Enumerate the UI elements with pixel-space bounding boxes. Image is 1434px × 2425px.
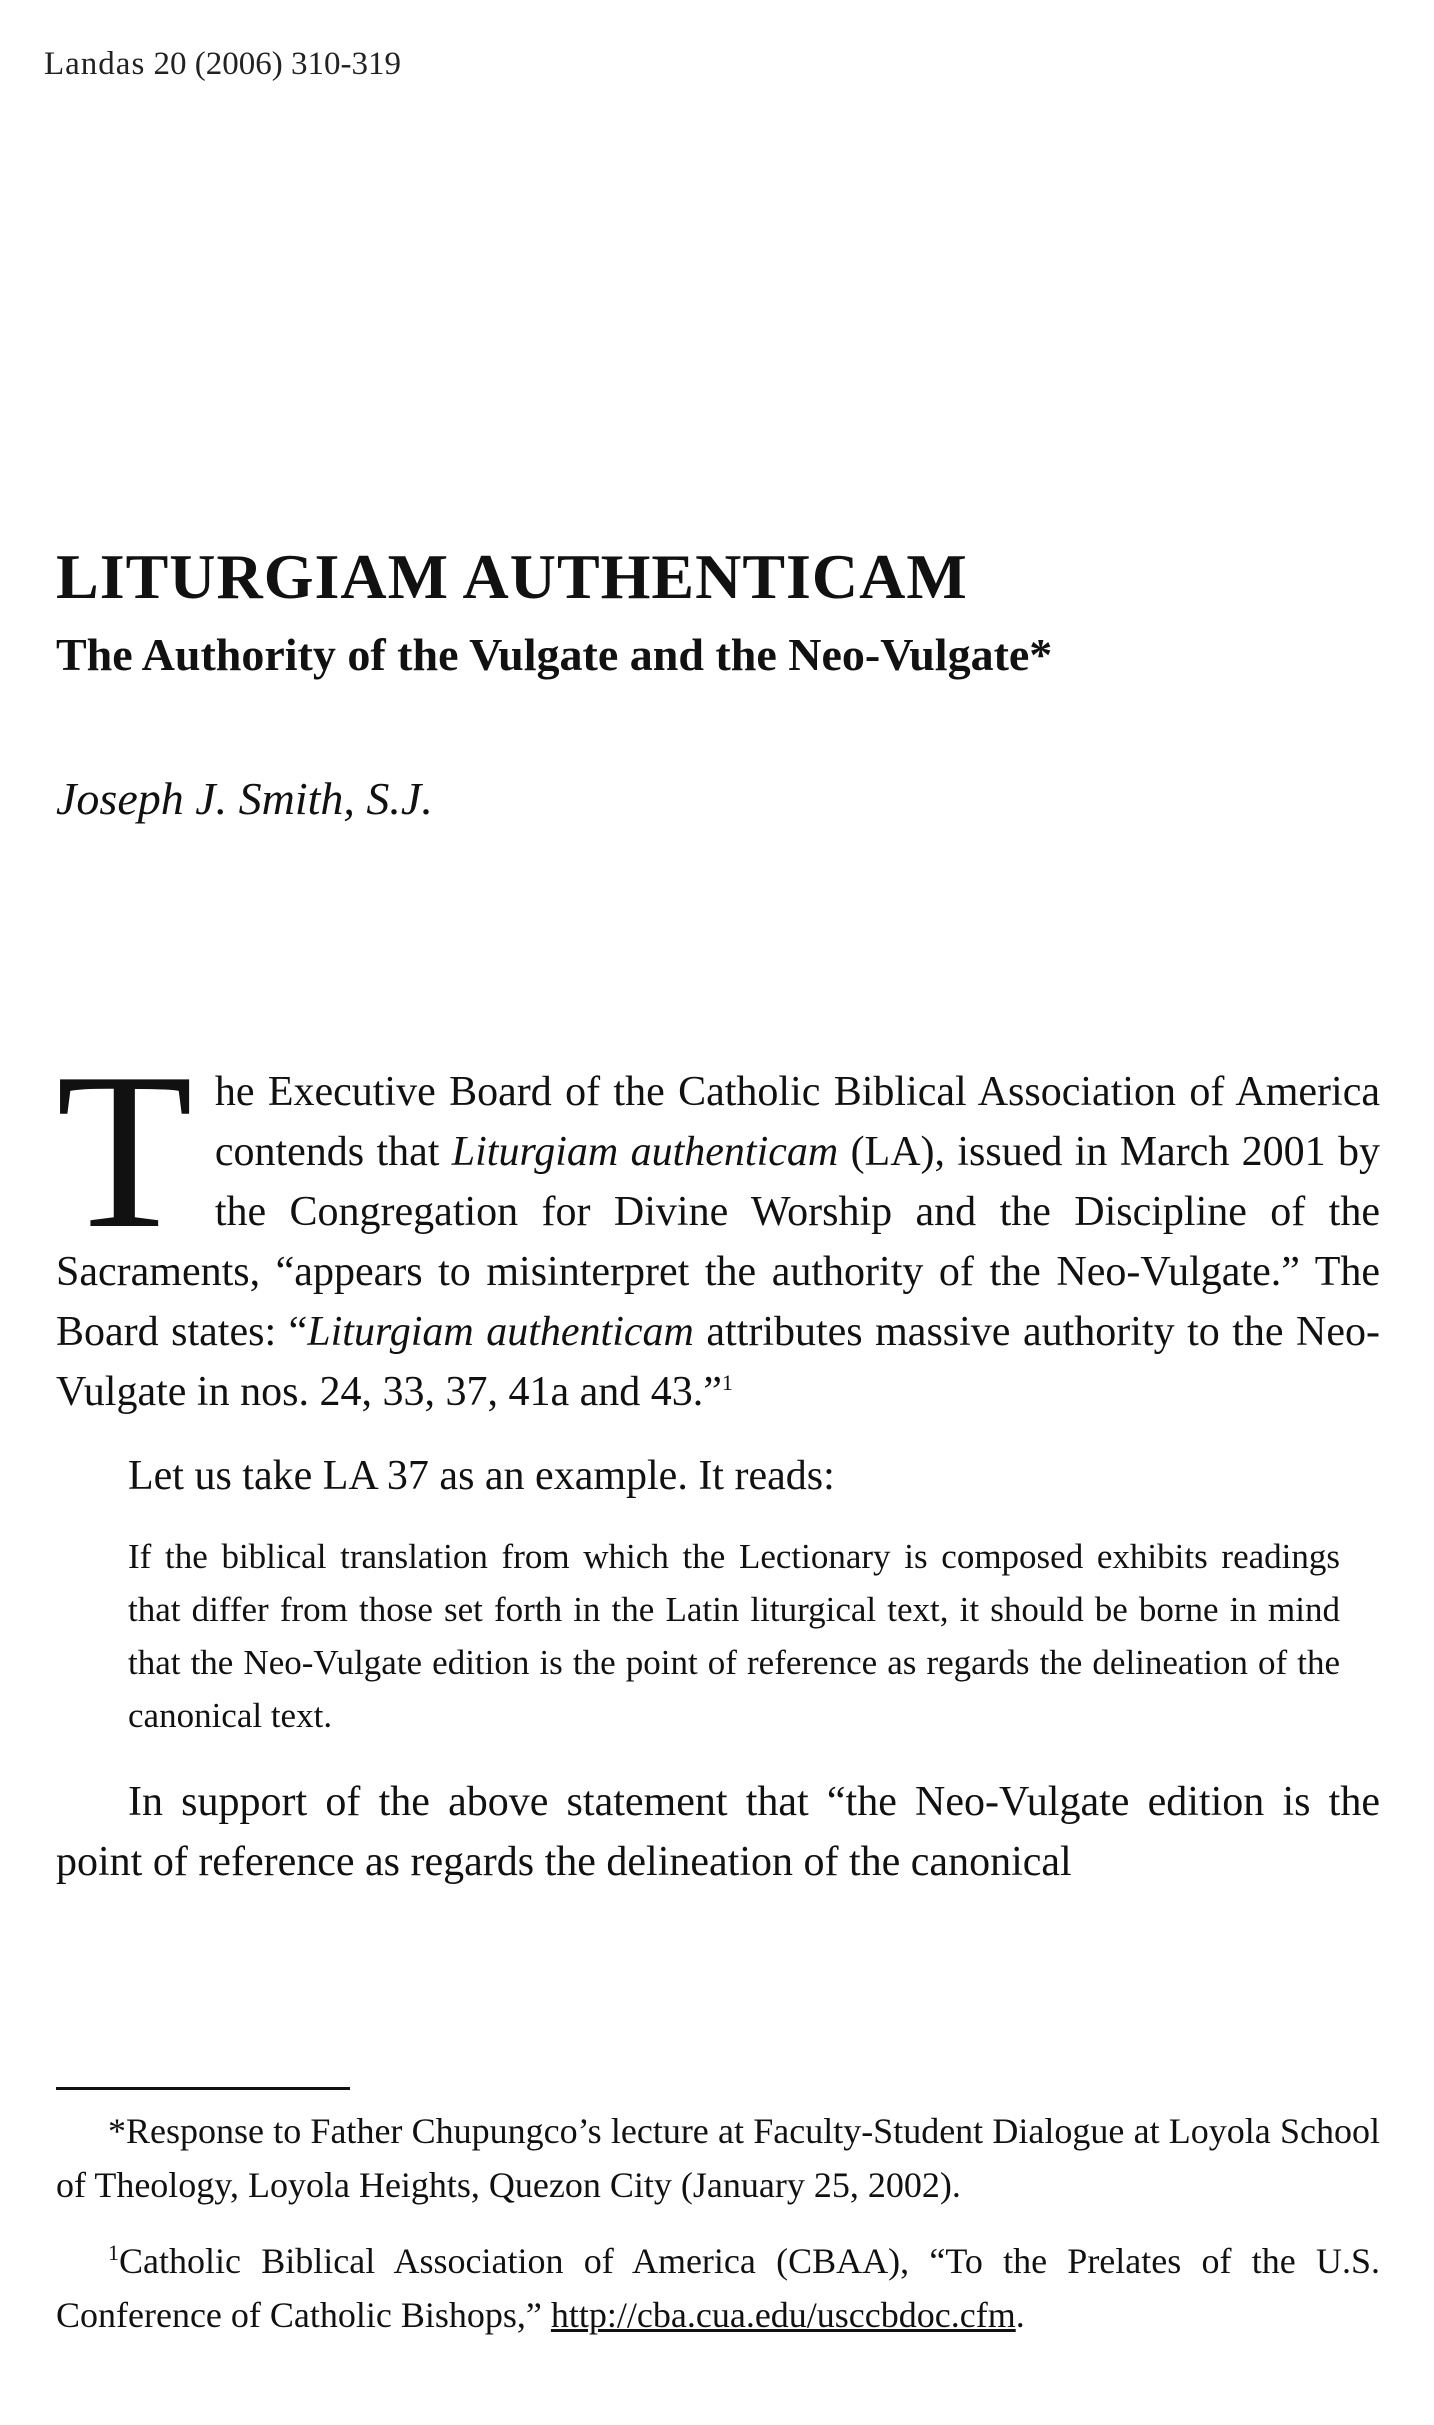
p1-text-3: attributes massive authority to the Neo-Vulgate in nos. 24, 33, 37, 41a and 43.” [56, 1309, 1380, 1415]
footnote-ref-1[interactable]: 1 [721, 1370, 733, 1395]
article-body [56, 1027, 1380, 1892]
article-subtitle: The Authority of the Vulgate and the Neo-Vulgate* [56, 629, 1053, 680]
footnotes [56, 2104, 1380, 2342]
footnote-1 [56, 2234, 1380, 2342]
footnote-star: *Response to Father Chupungco’s lecture at Faculty-Student Dialogue at Loyola School of Theology, Loyola Heights, Quezon City (January 25, 2002). [56, 2111, 1380, 2205]
p1-text-1: he Executive Board of the Catholic Biblical Association of America contends that [214, 1069, 1380, 1175]
journal-name: Landas [44, 46, 146, 82]
paragraph-2: Let us take LA 37 as an example. It reads: [128, 1453, 835, 1499]
paragraph-3: In support of the above statement that “the Neo-Vulgate edition is the point of reference as regards the delineation of the canonical [56, 1779, 1380, 1885]
journal-citation: 20 (2006) 310-319 [153, 46, 402, 82]
article-author: Joseph J. Smith, S.J. [56, 773, 433, 824]
running-header [44, 46, 401, 83]
footnote-1-link[interactable]: http://cba.cua.edu/usccbdoc.cfm [550, 2295, 1016, 2335]
footnote-divider [56, 2087, 350, 2090]
drop-cap: T [56, 1027, 193, 1275]
footnote-1-end: . [1015, 2295, 1025, 2335]
p1-italic-2: Liturgiam authenticam [307, 1309, 694, 1355]
footnote-1-text: Catholic Biblical Association of America (CBAA), “To the Prelates of the U.S. Conference of Catholic Bishops,” [56, 2241, 1380, 2335]
paragraph-1 [56, 1027, 1380, 1422]
article-title: LITURGIAM AUTHENTICAM [56, 541, 968, 612]
p1-text-2: (LA), issued in March 2001 by the Congregation for Divine Worship and the Discipline of the Sacraments, “appears to misinterpret the authority of the Neo-Vulgate.” The Board states: “ [56, 1129, 1380, 1355]
block-quote: If the biblical translation from which the Lectionary is composed exhibits readings that differ from those set forth in the Latin liturgical text, it should be borne in mind that the Neo-Vulgate edition is the point of reference as regards the delineation of the canonical text. [128, 1537, 1340, 1735]
footnote-1-mark: 1 [108, 2240, 119, 2265]
p1-italic-1: Liturgiam authenticam [451, 1129, 839, 1175]
